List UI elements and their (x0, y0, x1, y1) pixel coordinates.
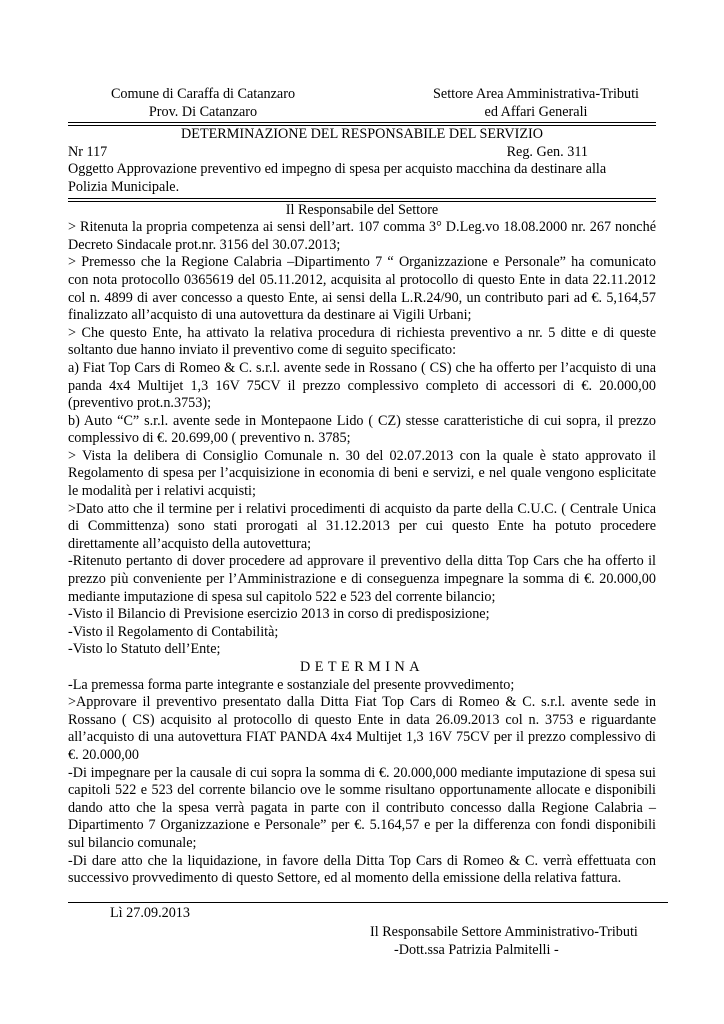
determina-paragraph: >Approvare il preventivo presentato dalla Ditta Fiat Top Cars di Romeo & C. s.r.l. avente sede in Rossano ( CS) acquisito al protocollo di questo Ente in data 26.09.2013 col n. 3753 e riguardante all’acquisto di una autovettura FIAT PANDA 4x4 Multijet 1,3 16V 75CV per il prezzo complessivo di €. 20.000,00 (68, 694, 656, 763)
province-name: Prov. Di Catanzaro (148, 103, 258, 120)
document-page (68, 86, 656, 960)
determina-paragraph: -La premessa forma parte integrante e sostanziale del presente provvedimento; (68, 676, 515, 693)
premises-section (68, 219, 656, 659)
subject-line-2: Polizia Municipale. (68, 178, 180, 195)
footer-divider (68, 902, 668, 903)
determina-paragraph: -Di impegnare per la causale di cui sopra la somma di €. 20.000,000 mediante imputazione di spesa sui capitoli 522 e 523 del corrente bilancio ove le somme risultano opportunamente allocate e disponibili dando atto che la spesa verrà pagata in parte con il contributo concesso dalla Regione Calabria –Dipartimento 7 Organizzazione e Personale” per €. 5.164,57 e per la differenza con fondi disponibili sul bilancio comunale; (68, 764, 656, 851)
paragraph: b) Auto “C” s.r.l. avente sede in Montepaone Lido ( CZ) stesse caratteristiche di cui sopra, il prezzo complessivo di €. 20.699,00 ( preventivo n. 3785; (68, 412, 656, 447)
department-block (416, 86, 656, 121)
responsabile-heading: Il Responsabile del Settore (285, 201, 439, 218)
paragraph: -Ritenuto pertanto di dover procedere ad approvare il preventivo della ditta Top Cars che ha offerto il prezzo più conveniente per l’Amministrazione e di conseguenza impegnare la somma di €. 20.000,00 mediante imputazione di spesa sul capitolo 522 e 523 del corrente bilancio; (68, 553, 656, 605)
paragraph: -Visto il Regolamento di Contabilità; (68, 623, 279, 640)
subject-line-1: Oggetto Approvazione preventivo ed impegno di spesa per acquisto macchina da destinare alla (68, 161, 607, 178)
department-name: Settore Area Amministrativa-Tributi (433, 86, 639, 102)
number-row (68, 144, 656, 162)
signature-role: Il Responsabile Settore Amministrativo-Tributi (370, 924, 638, 941)
paragraph: >Dato atto che il termine per i relativi procedimenti di acquisto da parte della C.U.C. ( Centrale Unica di Committenza) sono stati prorogati al 31.12.2013 per cui questo Ente ha potuto procedere direttamente all’acquisto della autovettura; (68, 500, 656, 552)
letterhead (68, 86, 656, 121)
department-subname: ed Affari Generali (484, 103, 588, 120)
paragraph: > Ritenuta la propria competenza ai sensi dell’art. 107 comma 3° D.Leg.vo 18.08.2000 nr. 267 nonché Decreto Sindacale prot.nr. 3156 del 30.07.2013; (68, 219, 656, 253)
determina-section (68, 677, 656, 888)
signature-block (68, 924, 656, 959)
determina-paragraph: -Di dare atto che la liquidazione, in favore della Ditta Top Cars di Romeo & C. verrà effettuata con successivo provvedimento di questo Settore, ed al momento della emissione della relativa fattura. (68, 852, 656, 887)
document-date: Lì 27.09.2013 (110, 904, 190, 921)
municipality-block (68, 86, 338, 121)
document-title: DETERMINAZIONE DEL RESPONSABILE DEL SERVIZIO (181, 126, 543, 143)
signature-name: -Dott.ssa Patrizia Palmitelli - (394, 941, 559, 958)
paragraph: -Visto il Bilancio di Previsione esercizio 2013 in corso di predisposizione; (68, 606, 490, 623)
registry-number: Reg. Gen. 311 (506, 143, 588, 160)
determina-heading: DETERMINA (299, 659, 425, 675)
paragraph: > Vista la delibera di Consiglio Comunale n. 30 del 02.07.2013 con la quale è stato approvato il Regolamento di spesa per l’acquisizione in economia di beni e servizi, e nel quale vengono esplicitate le modalità per i relativi acquisti; (68, 447, 656, 500)
paragraph: > Che questo Ente, ha attivato la relativa procedura di richiesta preventivo a nr. 5 ditte e di queste soltanto due hanno inviato il preventivo come di seguito specificato: (68, 324, 656, 359)
paragraph: > Premesso che la Regione Calabria –Dipartimento 7 “ Organizzazione e Personale” ha comunicato con nota protocollo 0365619 del 05.11.2012, acquisita al protocollo di questo Ente in data 22.11.2012 col n. 4899 di aver concesso a questo Ente, ai sensi della L.R.24/90, un contributo pari ad €. 5,164,57 finalizzato all’acquisto di una autovettura da destinare ai Vigili Urbani; (68, 254, 656, 324)
paragraph: -Visto lo Statuto dell’Ente; (68, 641, 221, 658)
paragraph: a) Fiat Top Cars di Romeo & C. s.r.l. avente sede in Rossano ( CS) che ha offerto per l’acquisto di una panda 4x4 Multijet 1,3 16V 75CV il prezzo complessivo completo di accessori di €. 20.000,00 (preventivo prot.n.3753); (68, 359, 656, 412)
municipality-name: Comune di Caraffa di Catanzaro (110, 86, 296, 102)
determination-number: Nr 117 (68, 143, 108, 160)
